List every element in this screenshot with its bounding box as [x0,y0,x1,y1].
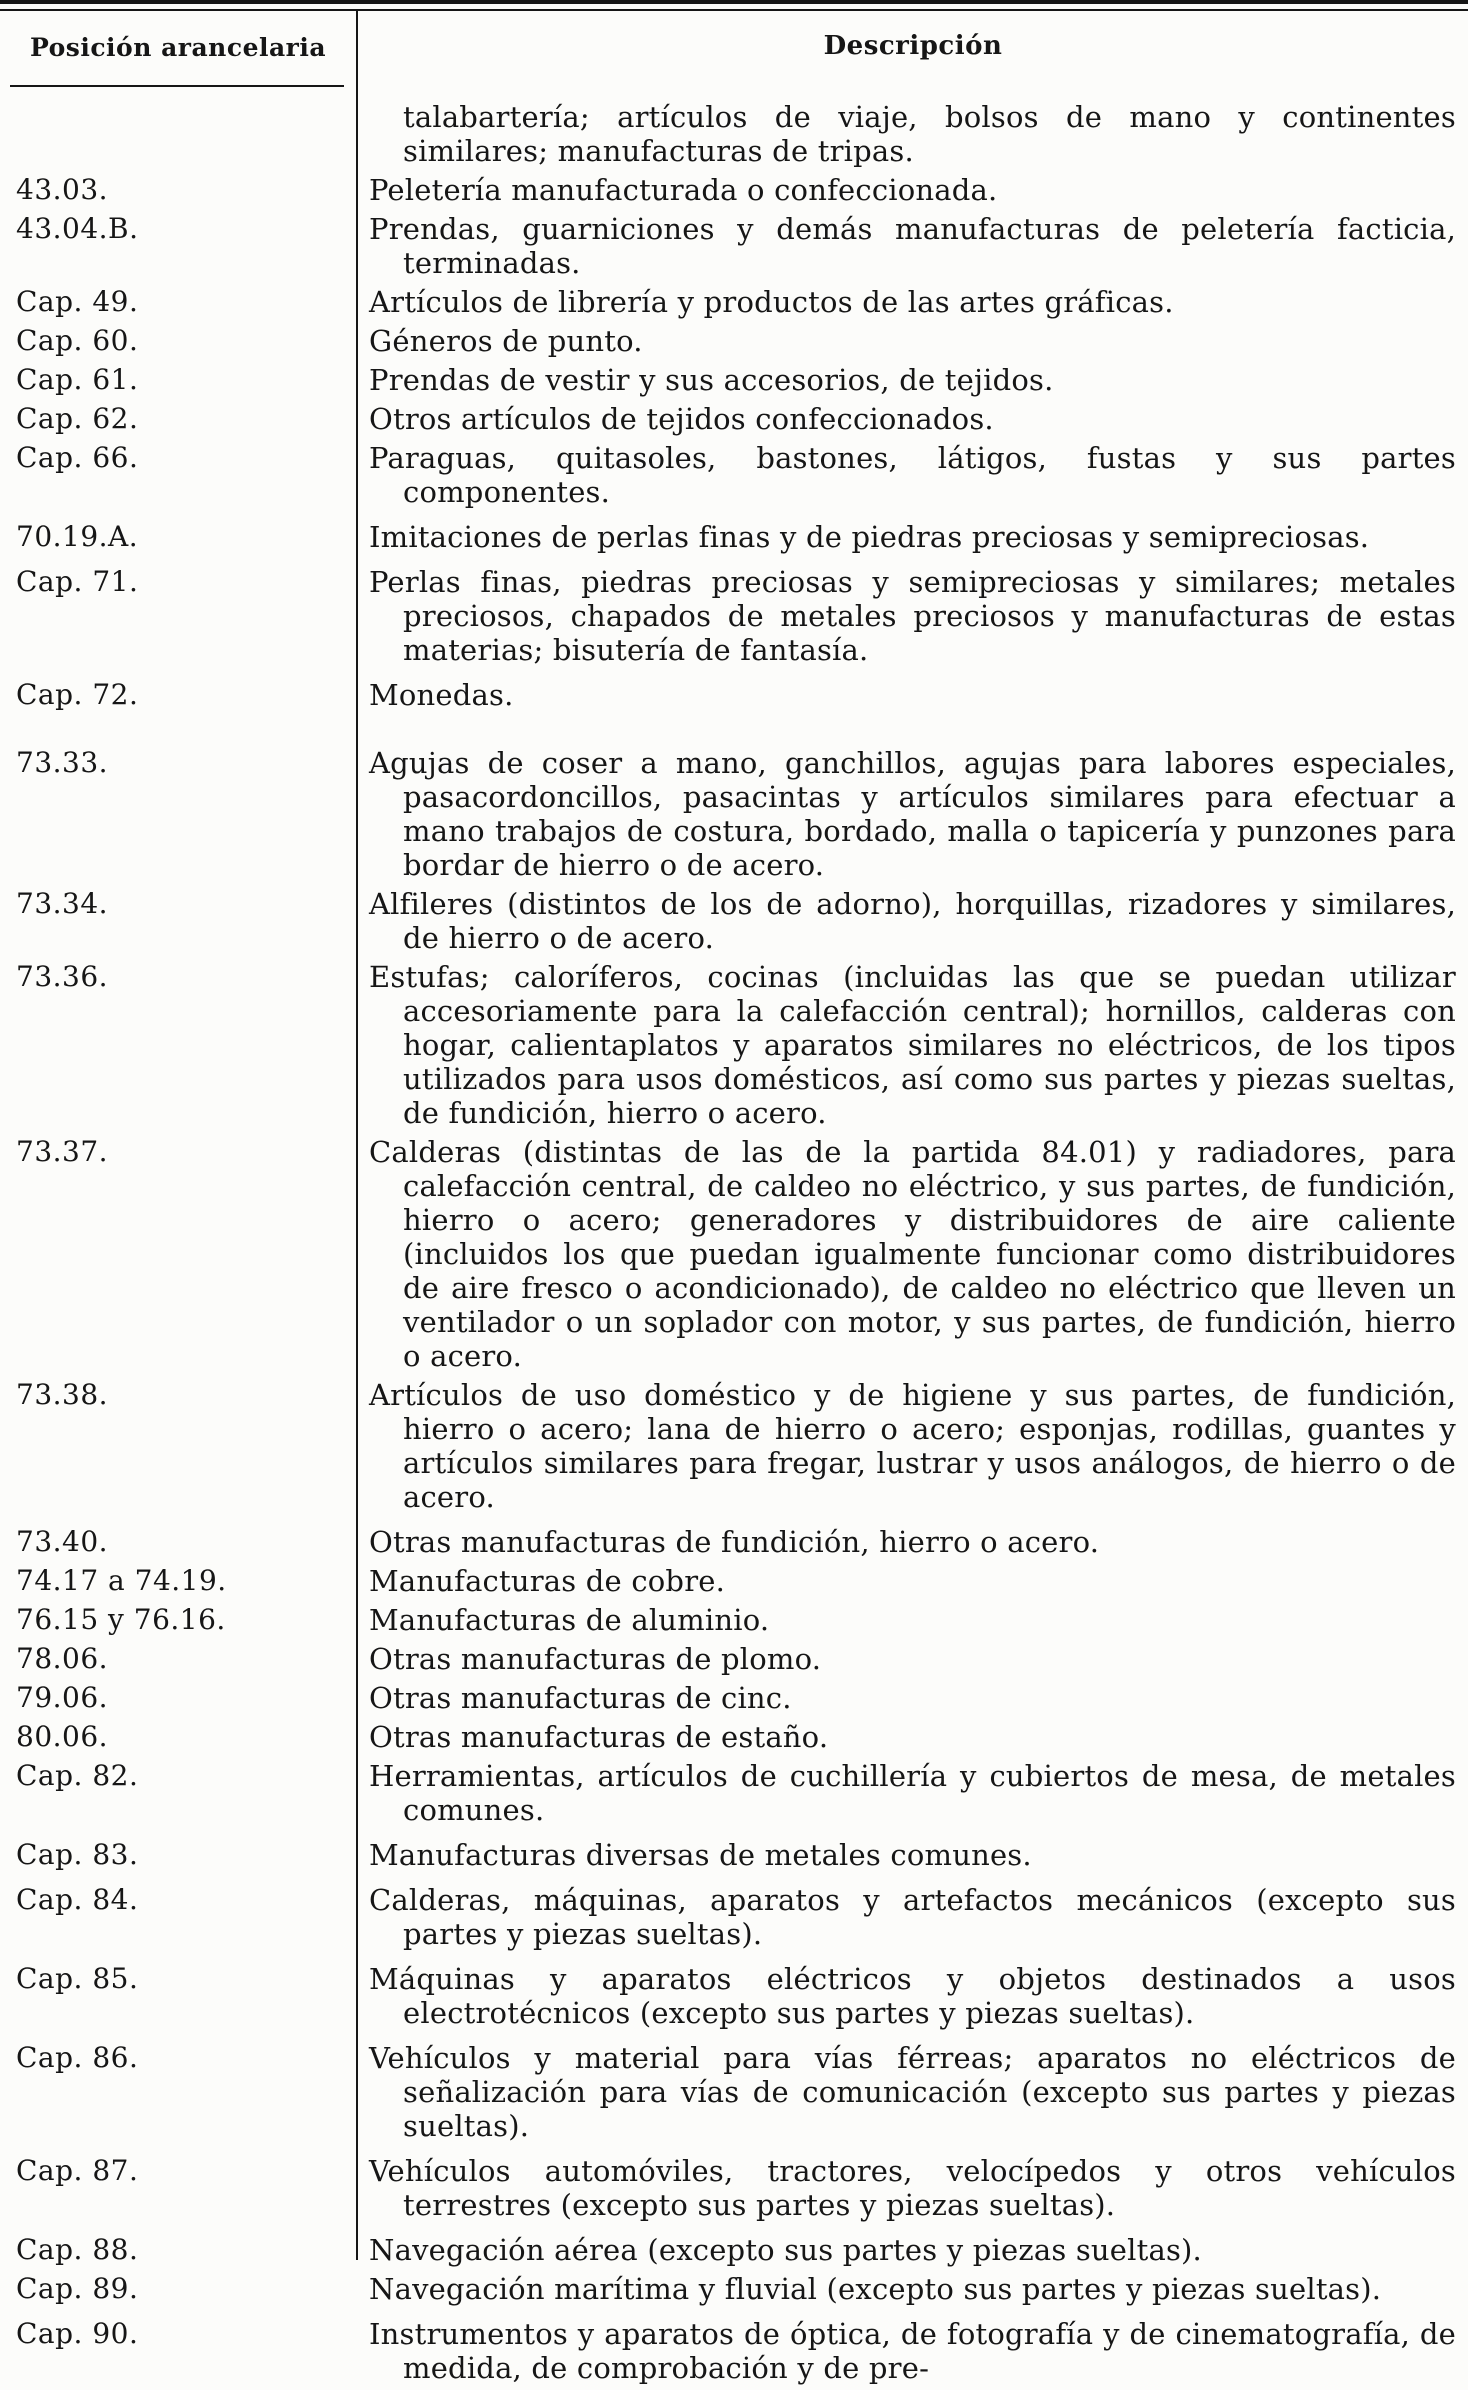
position-cell: 79.06. [16,1681,109,1714]
position-cell: Cap. 49. [16,285,139,318]
description-cell [356,2272,1468,2306]
header-description-column: Descripción [823,31,1003,61]
description-text: Perlas finas, piedras preciosas y semipreciosas y similares; metales preciosos, chapados de metales preciosos y manufacturas de estas materias; bisutería de fantasía. [369,565,1456,667]
description-cell [356,678,1468,712]
header-underline [10,85,344,87]
table-row [0,746,1468,882]
description-text: Calderas (distintas de las de la partida 84.01) y radiadores, para calefacción central, de caldeo no eléctrico, y sus partes, de fundición, hierro o acero; generadores y distribuidores de aire caliente (incluidos los que puedan igualmente funcionar como distribuidores de aire fresco o acondicionado), de caldeo no eléctrico que lleven un ventilador o un soplador con motor, y sus partes, de fundición, hierro o acero. [369,1135,1456,1373]
description-cell [356,1759,1468,1827]
description-text: talabartería; artículos de viaje, bolsos de mano y continentes similares; manufacturas de tripas. [403,100,1456,168]
table-row [0,2317,1468,2385]
description-text: Instrumentos y aparatos de óptica, de fotografía y de cinematografía, de medida, de comprobación y de pre- [369,2317,1456,2385]
description-text: Otras manufacturas de fundición, hierro o acero. [369,1525,1100,1559]
table-header [0,11,1468,101]
description-cell [356,1883,1468,1951]
position-cell: Cap. 83. [16,1838,139,1871]
description-text: Manufacturas de aluminio. [369,1603,770,1637]
table-row [0,173,1468,207]
table-body [0,100,1468,2390]
position-cell: Cap. 88. [16,2233,139,2266]
description-cell [356,746,1468,882]
position-cell: 43.03. [16,173,109,206]
description-cell [356,1525,1468,1559]
description-text: Alfileres (distintos de los de adorno), horquillas, rizadores y similares, de hierro o de acero. [369,887,1456,955]
table-row [0,1564,1468,1598]
position-cell: 73.40. [16,1525,109,1558]
description-text: Manufacturas de cobre. [369,1564,726,1598]
table-row [0,363,1468,397]
description-text: Navegación marítima y fluvial (excepto sus partes y piezas sueltas). [369,2272,1382,2306]
description-cell [356,2041,1468,2143]
position-cell: Cap. 86. [16,2041,139,2074]
table-row [0,520,1468,554]
header-position-column: Posición arancelaria [29,33,327,62]
description-text: Agujas de coser a mano, ganchillos, agujas para labores especiales, pasacordoncillos, pasacintas y artículos similares para efectuar a mano trabajos de costura, bordado, malla o tapicería y punzones para bordar de hierro o de acero. [369,746,1456,882]
description-text: Imitaciones de perlas finas y de piedras preciosas y semipreciosas. [369,520,1370,554]
description-text: Vehículos automóviles, tractores, velocípedos y otros vehículos terrestres (excepto sus partes y piezas sueltas). [369,2154,1456,2222]
description-text: Herramientas, artículos de cuchillería y cubiertos de mesa, de metales comunes. [369,1759,1456,1827]
position-cell: 73.36. [16,960,109,993]
position-cell: 73.34. [16,887,109,920]
description-cell [356,2317,1468,2385]
position-cell: 70.19.A. [16,520,139,553]
table-row [0,678,1468,712]
table-row [0,1681,1468,1715]
description-text: Vehículos y material para vías férreas; aparatos no eléctricos de señalización para vías de comunicación (excepto sus partes y piezas sueltas). [369,2041,1456,2143]
description-cell [356,960,1468,1130]
position-cell: Cap. 89. [16,2272,139,2305]
description-cell [356,441,1468,509]
table-row [0,1962,1468,2030]
position-cell: Cap. 61. [16,363,139,396]
position-cell: Cap. 85. [16,1962,139,1995]
position-cell: 73.33. [16,746,109,779]
description-cell [356,402,1468,436]
description-cell [356,1564,1468,1598]
description-text: Paraguas, quitasoles, bastones, látigos, fustas y sus partes componentes. [369,441,1456,509]
position-cell: 74.17 a 74.19. [16,1564,227,1597]
position-cell: 73.38. [16,1378,109,1411]
description-text: Prendas, guarniciones y demás manufacturas de peletería facticia, terminadas. [369,212,1456,280]
description-text: Manufacturas diversas de metales comunes. [369,1838,1032,1872]
description-text: Otras manufacturas de cinc. [369,1681,792,1715]
table-row [0,1135,1468,1373]
table-row [0,2154,1468,2222]
description-text: Estufas; caloríferos, cocinas (incluidas las que se puedan utilizar accesoriamente para la calefacción central); hornillos, calderas con hogar, calientaplatos y aparatos similares no eléctricos, de los tipos utilizados para usos domésticos, así como sus partes y piezas sueltas, de fundición, hierro o acero. [369,960,1456,1130]
table-row [0,402,1468,436]
table-row [0,1378,1468,1514]
description-cell [356,2154,1468,2222]
description-cell [356,324,1468,358]
description-cell [356,1603,1468,1637]
description-text: Peletería manufacturada o confeccionada. [369,173,998,207]
description-cell [356,1838,1468,1872]
description-cell [356,520,1468,554]
description-text: Artículos de uso doméstico y de higiene y sus partes, de fundición, hierro o acero; lana de hierro o acero; esponjas, rodillas, guantes y artículos similares para fregar, lustrar y usos análogos, de hierro o de acero. [369,1378,1456,1514]
table-row [0,441,1468,509]
description-cell [356,1378,1468,1514]
table-row [0,212,1468,280]
description-cell [356,212,1468,280]
position-cell: Cap. 87. [16,2154,139,2187]
description-cell [356,1962,1468,2030]
position-cell: Cap. 82. [16,1759,139,1792]
position-cell: Cap. 71. [16,565,139,598]
description-text: Prendas de vestir y sus accesorios, de tejidos. [369,363,1054,397]
position-cell: Cap. 72. [16,678,139,711]
position-cell: 78.06. [16,1642,109,1675]
table-row [0,1883,1468,1951]
table-row [0,1838,1468,1872]
description-text: Navegación aérea (excepto sus partes y piezas sueltas). [369,2233,1202,2267]
description-text: Artículos de librería y productos de las artes gráficas. [369,285,1174,319]
table-row [0,1603,1468,1637]
position-cell: 80.06. [16,1720,109,1753]
description-text: Otras manufacturas de plomo. [369,1642,822,1676]
position-cell: 73.37. [16,1135,109,1168]
description-text: Máquinas y aparatos eléctricos y objetos destinados a usos electrotécnicos (excepto sus partes y piezas sueltas). [369,1962,1456,2030]
position-cell: 43.04.B. [16,212,139,245]
table-row [0,1642,1468,1676]
table-row [0,887,1468,955]
top-double-rule-thick [0,0,1468,4]
table-row [0,2041,1468,2143]
description-cell [356,1720,1468,1754]
description-text: Monedas. [369,678,514,712]
description-cell [356,363,1468,397]
description-cell [356,285,1468,319]
description-cell [356,1681,1468,1715]
description-text: Calderas, máquinas, aparatos y artefactos mecánicos (excepto sus partes y piezas sueltas). [369,1883,1456,1951]
position-cell: Cap. 62. [16,402,139,435]
description-text: Otras manufacturas de estaño. [369,1720,829,1754]
description-cell [356,173,1468,207]
table-row [0,2272,1468,2306]
description-text: Géneros de punto. [369,324,643,358]
position-cell: Cap. 60. [16,324,139,357]
description-cell [356,1642,1468,1676]
table-row [0,324,1468,358]
position-cell [0,100,356,168]
position-cell: Cap. 90. [16,2317,139,2350]
position-cell: Cap. 84. [16,1883,139,1916]
table-row [0,1759,1468,1827]
description-cell [356,100,1468,168]
table-row [0,2233,1468,2267]
description-cell [356,887,1468,955]
table-row [0,1720,1468,1754]
table-row [0,100,1468,168]
table-row [0,1525,1468,1559]
table-row [0,565,1468,667]
table-row [0,285,1468,319]
description-cell [356,565,1468,667]
position-cell: Cap. 66. [16,441,139,474]
table-row [0,960,1468,1130]
description-cell [356,1135,1468,1373]
position-cell: 76.15 y 76.16. [16,1603,226,1636]
description-text: Otros artículos de tejidos confeccionados. [369,402,994,436]
description-cell [356,2233,1468,2267]
